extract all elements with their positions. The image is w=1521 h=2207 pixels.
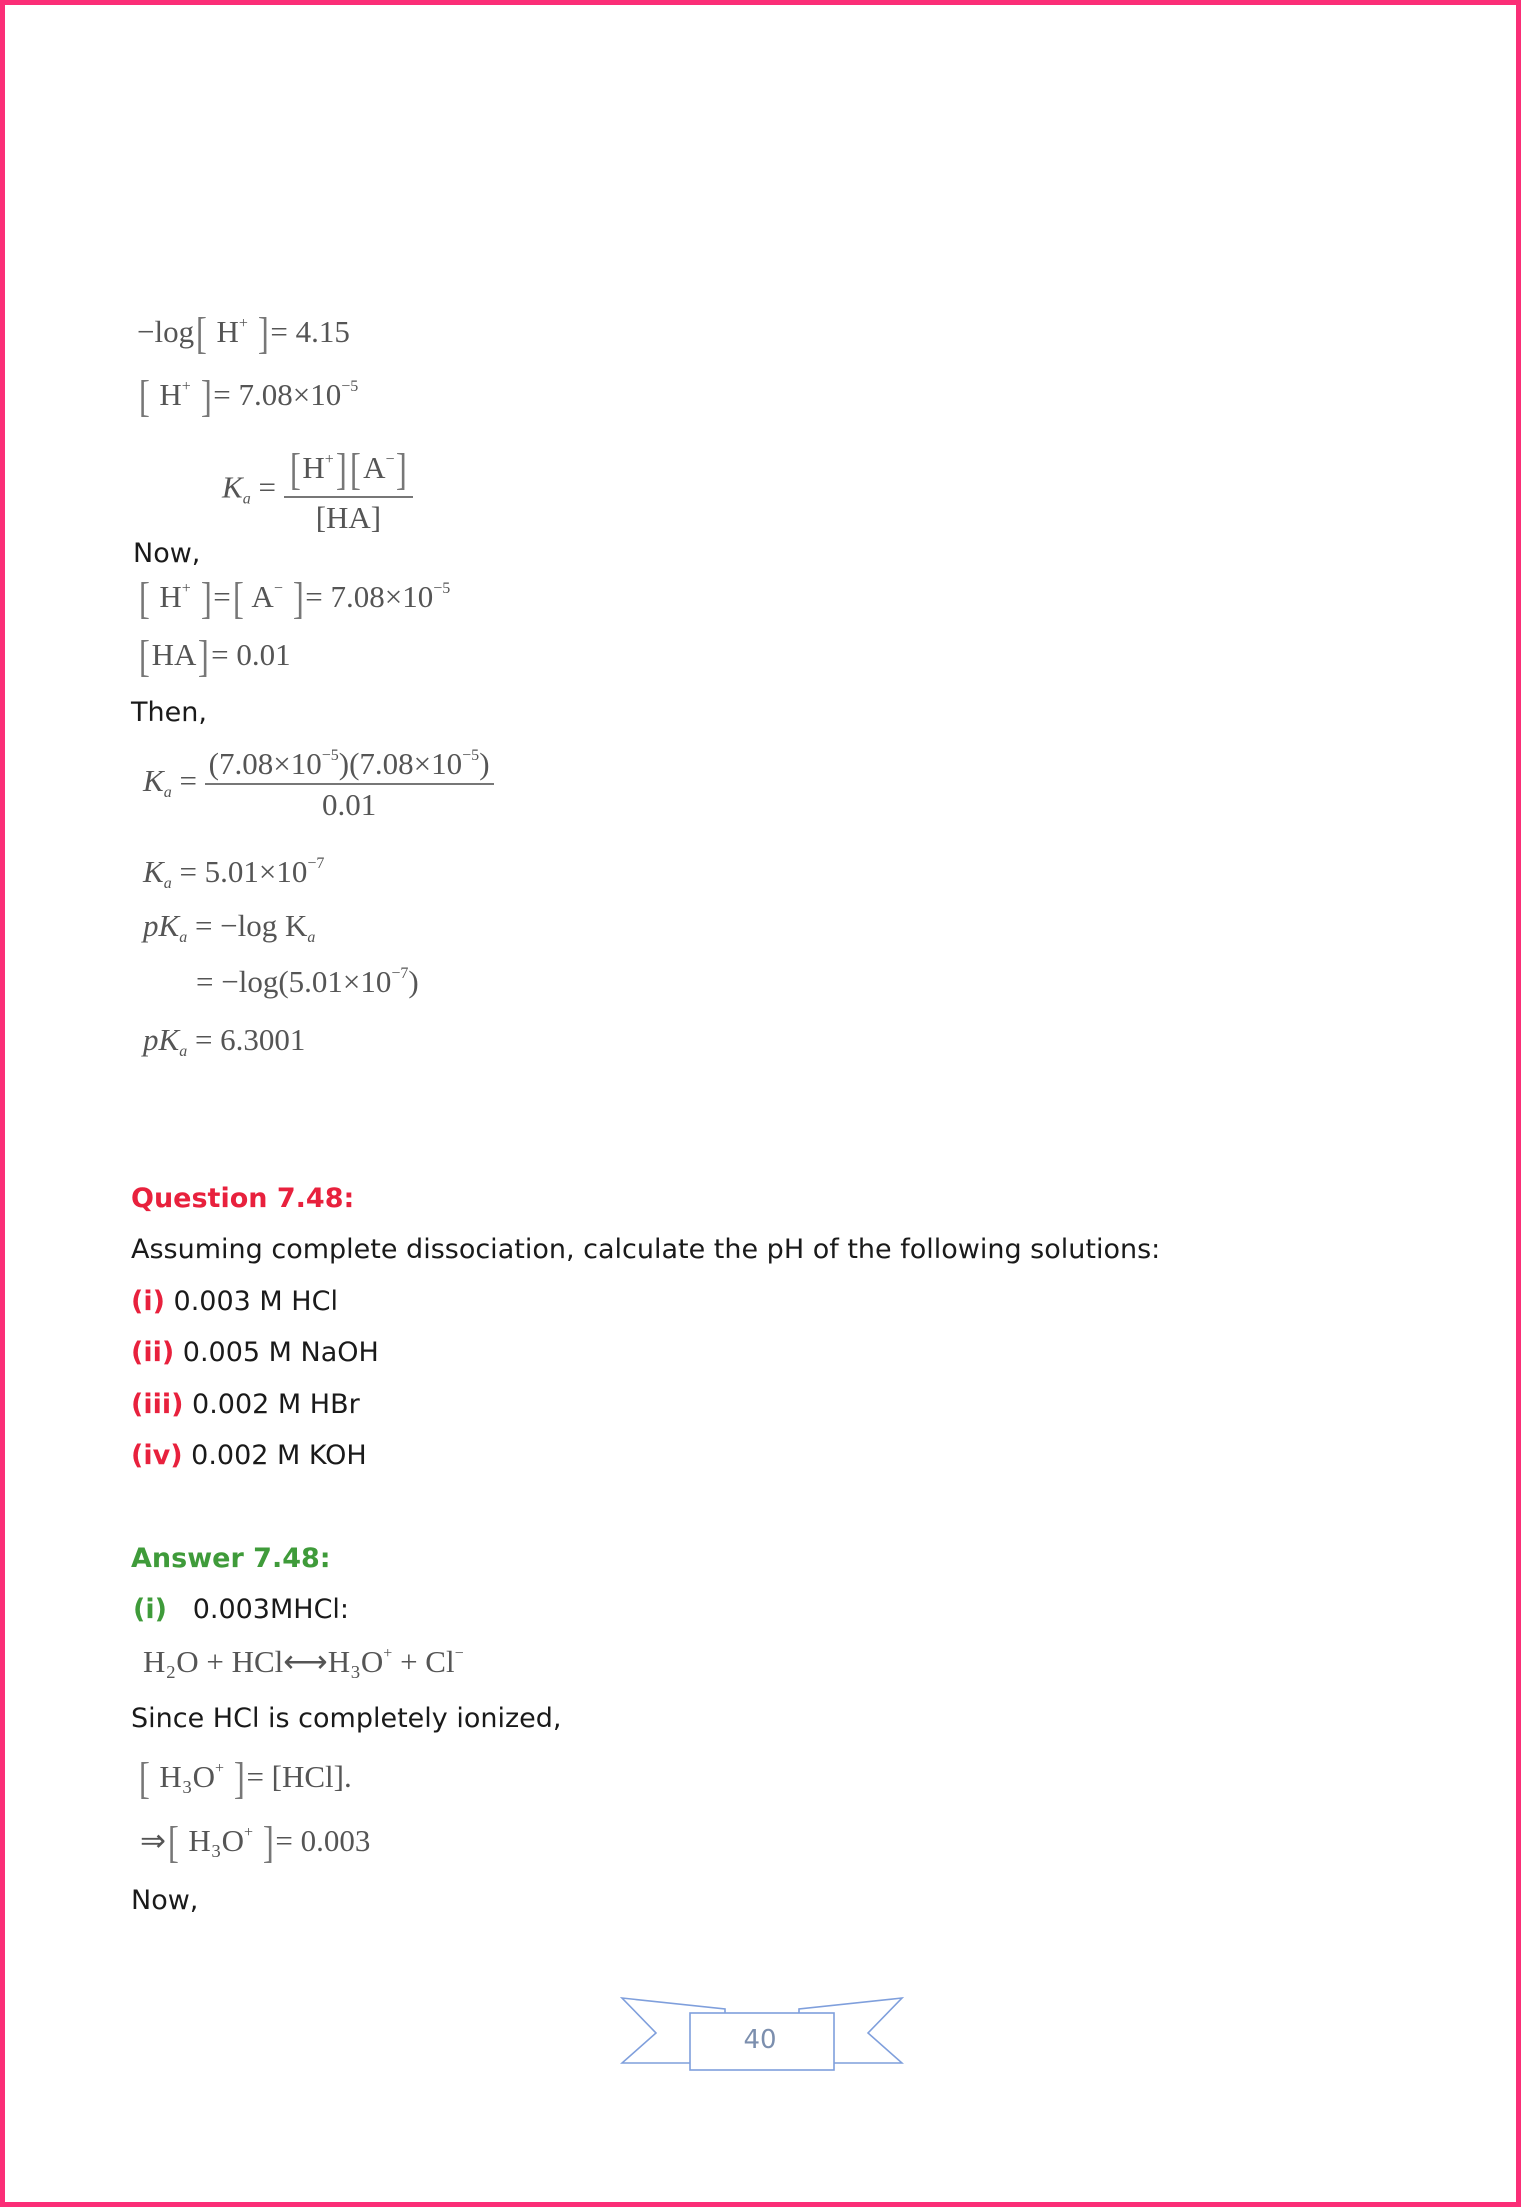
math-ka-calculation: $K_a$ = $\frac{(7.08\times 10^{-5})(7.08\times 10^{-5})}{0.01}$ — [143, 748, 494, 820]
question-item: (ii) 0.005 M NaOH — [131, 1337, 379, 1368]
label-now-answer: Now, — [131, 1885, 199, 1916]
math-ka-value: $K_a = 5.01\times 10^{-7}$ — [143, 854, 325, 892]
item-label: (iii) — [131, 1389, 184, 1420]
item-label: (iv) — [131, 1440, 183, 1471]
math-pka-definition: $pK_a = -\log$ $K_a$ — [143, 908, 316, 946]
part-label: (i) — [133, 1594, 167, 1625]
answer-heading: Answer 7.48: — [131, 1543, 331, 1574]
math-h-concentration: [ H+ ]= $7.08\times 10^{-5}$ — [138, 372, 359, 421]
item-label: (ii) — [131, 1337, 175, 1368]
math-hcl-reaction: H₂O + HCl⟷H₃O+ + Cl− — [143, 1644, 464, 1679]
math-ka-definition: $K_a$ = $\frac{[H^+][A^-]}{[HA]}$ — [222, 448, 413, 533]
math-h3o-value: ⇒[ H₃O+ ]= 0.003 — [140, 1818, 371, 1867]
math-pka-substitution: = $-\log(5.01\times 10^{-7})$ — [196, 964, 419, 999]
math-ha-concentration: [HA]= 0.01 — [138, 632, 291, 681]
label-now: Now, — [133, 538, 201, 569]
math-h3o-equals-hcl: [ H₃O+ ]= [HCl]. — [138, 1754, 352, 1803]
question-prompt: Assuming complete dissociation, calculate the pH of the following solutions: — [131, 1234, 1161, 1265]
page-number: 40 — [743, 2025, 777, 2055]
answer-part-i: (i) 0.003MHCl: — [133, 1594, 350, 1625]
since-text: Since HCl is completely ionized, — [131, 1703, 562, 1734]
label-then: Then, — [131, 697, 207, 728]
math-pka-value: $pK_a = 6.3001$ — [143, 1022, 306, 1060]
item-label: (i) — [131, 1286, 165, 1317]
question-heading: Question 7.48: — [131, 1183, 355, 1214]
math-neglog-h: −log[ H+ ]= 4.15 — [137, 309, 350, 358]
question-item: (i) 0.003 M HCl — [131, 1286, 338, 1317]
math-h-equals-a: [ H+ ]=[ A− ]= $7.08\times 10^{-5}$ — [138, 574, 451, 623]
question-item: (iii) 0.002 M HBr — [131, 1389, 360, 1420]
question-item: (iv) 0.002 M KOH — [131, 1440, 367, 1471]
